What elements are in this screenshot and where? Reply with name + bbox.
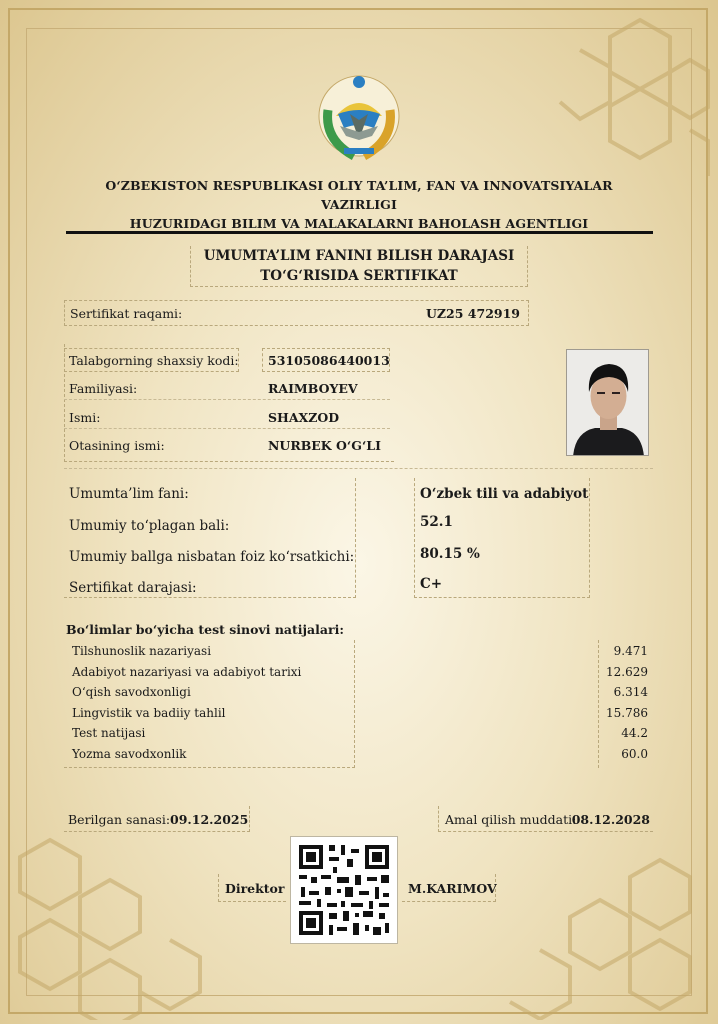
director-name-box <box>402 874 496 902</box>
list-item <box>72 665 648 686</box>
title-line-1: UMUMTA’LIM FANINI BILISH DARAJASI <box>203 248 515 264</box>
ornament-bottom-right-icon <box>470 840 710 1020</box>
patronymic-value: NURBEK O‘G‘LI <box>268 438 381 453</box>
student-avatar-icon <box>567 350 649 456</box>
valid-date-label: Amal qilish muddati: <box>445 812 577 827</box>
certificate-title <box>190 246 528 287</box>
percent-label: Umumiy ballga nisbatan foiz ko‘rsatkichi: <box>69 549 355 565</box>
list-item <box>72 644 648 665</box>
list-item <box>72 685 648 706</box>
percent-value: 80.15 % <box>420 546 480 562</box>
section-score: 15.786 <box>606 705 648 720</box>
ornament-top-right-icon <box>520 10 710 180</box>
name-label: Ismi: <box>69 410 101 425</box>
director-name: M.KARIMOV <box>408 881 497 896</box>
sections-heading: Bo‘limlar bo‘yicha test sinovi natijalari: <box>66 622 344 637</box>
valid-date-value: 08.12.2028 <box>571 812 650 827</box>
title-line-2: TO‘G‘RISIDA SERTIFIKAT <box>260 268 458 284</box>
score-label: Umumiy to‘plagan bali: <box>69 518 230 534</box>
level-value: C+ <box>420 576 443 592</box>
director-label-box <box>218 874 286 902</box>
section-name: Test natijasi <box>72 726 146 740</box>
section-score: 12.629 <box>606 664 648 679</box>
section-score: 60.0 <box>621 746 648 761</box>
valid-date-box <box>438 806 653 832</box>
list-item <box>72 726 648 747</box>
section-score: 6.314 <box>613 685 648 699</box>
list-item <box>72 747 648 768</box>
student-id-label: Talabgorning shaxsiy kodi: <box>69 353 239 368</box>
surname-label: Familiyasi: <box>69 381 138 396</box>
level-label: Sertifikat darajasi: <box>69 580 197 596</box>
certificate-number-label: Sertifikat raqami: <box>70 306 183 321</box>
issued-date-box <box>64 806 250 832</box>
name-underline <box>64 428 390 429</box>
ministry-header <box>70 176 648 233</box>
state-emblem-icon <box>314 70 404 162</box>
section-name: Lingvistik va badiiy tahlil <box>72 705 226 720</box>
score-value: 52.1 <box>420 514 453 530</box>
section-name: O‘qish savodxonligi <box>72 685 191 699</box>
list-item <box>72 706 648 727</box>
certificate-number-value: UZ25 472919 <box>426 306 520 321</box>
ministry-line-1: O‘ZBEKISTON RESPUBLIKASI OLIY TA’LIM, FAN VA INNOVATSIYALAR VAZIRLIGI <box>105 178 613 212</box>
issued-date-label: Berilgan sanasi: <box>68 812 171 827</box>
sections-list <box>72 644 648 767</box>
issued-date-value: 09.12.2025 <box>170 812 249 827</box>
certificate-number-row <box>64 300 529 326</box>
surname-underline <box>64 399 390 400</box>
section-score: 44.2 <box>621 726 648 740</box>
student-id-value: 53105086440013 <box>268 353 390 368</box>
section-name: Yozma savodxonlik <box>72 746 187 761</box>
section-name: Tilshunoslik nazariyasi <box>72 644 212 658</box>
section-score: 9.471 <box>613 644 648 658</box>
ministry-line-2: HUZURIDAGI BILIM VA MALAKALARNI BAHOLASH AGENTLIGI <box>129 216 589 231</box>
subject-value: O‘zbek tili va adabiyot <box>420 486 589 502</box>
qr-code[interactable] <box>290 836 398 944</box>
section-divider-1 <box>64 468 653 469</box>
qr-code-icon <box>291 837 397 943</box>
subject-label: Umumta’lim fani: <box>69 486 189 502</box>
name-value: SHAXZOD <box>268 410 340 425</box>
director-label: Direktor <box>225 881 285 896</box>
surname-value: RAIMBOYEV <box>268 381 358 396</box>
ornament-bottom-left-icon <box>10 820 210 1020</box>
patronymic-label: Otasining ismi: <box>69 438 165 453</box>
header-divider <box>66 231 653 234</box>
student-photo <box>566 349 649 456</box>
section-name: Adabiyot nazariyasi va adabiyot tarixi <box>72 664 302 679</box>
